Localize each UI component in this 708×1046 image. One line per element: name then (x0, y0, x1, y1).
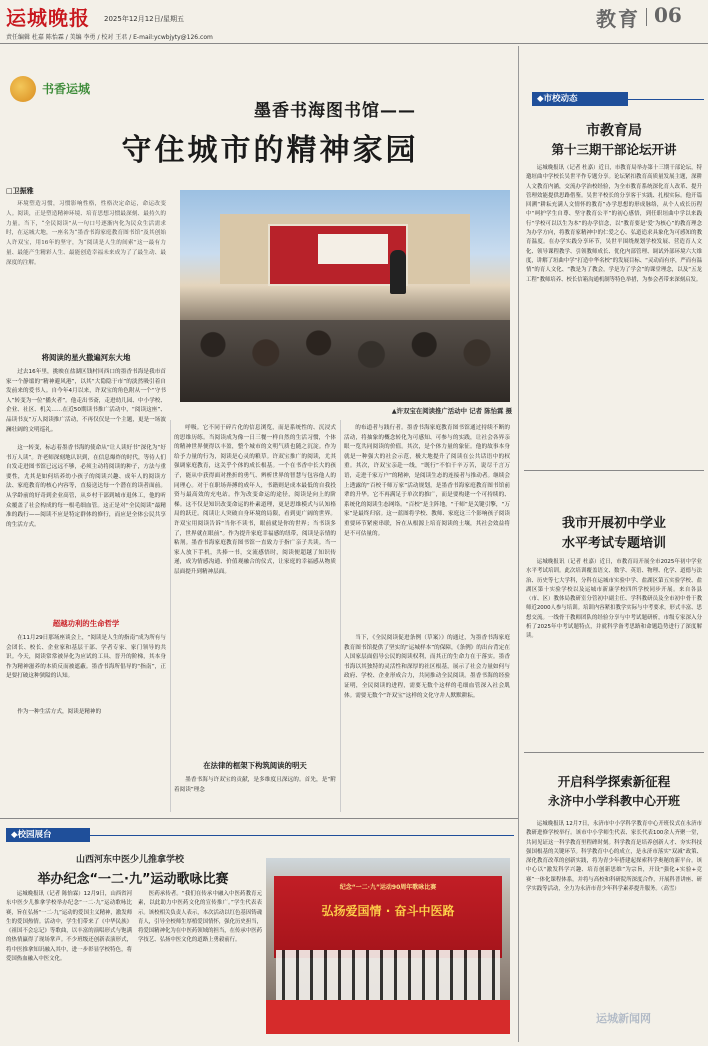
campus-kicker: 山西河东中医少儿推拿学校 (75, 855, 184, 865)
site-watermark: 运城新闻网 (596, 1012, 651, 1025)
audience-shape (180, 320, 510, 402)
campus-body-2: 医药承传者。“我们在传承中融入中医药教育元素，以此助力中医药文化的宣传推广。”学生代表表示。该校相关负责人表示，本次活动以红色基因铸魂育人，引导全校师生厚植爱国情怀，强化历史担当，将爱国精神化为在中医药领域的担当，在传承中医药学技艺、弘扬中医文化的道路上勇毅前行。 (138, 891, 262, 944)
news1-title-line2: 第十三期干部论坛开讲 (551, 142, 677, 157)
news3-title-line2: 永济中小学科教中心开班 (547, 794, 680, 808)
choir-performance-photo (266, 858, 510, 1034)
stage-floor-shape (266, 1000, 510, 1034)
section-name: 教育 (596, 7, 640, 31)
feature-col-divider-1 (170, 420, 171, 812)
news2-title-line1: 我市开展初中学业 (561, 516, 666, 531)
masthead (0, 0, 708, 44)
feature-kicker: 墨香书海图书馆—— (254, 101, 416, 121)
news-section-tag-rule (628, 99, 704, 100)
editor-line: 责任编辑 杜嘉 陈怡霖 / 美编 李勇 / 校对 王君 / E-mail:ycwbjyty@126.com (6, 34, 213, 41)
feature-byline: □卫振雅 (6, 187, 34, 195)
newspaper-logo: 运城晚报 (6, 6, 90, 30)
reading-event-photo-caption: ▲许双宝在阅读推广活动中 记者 陈怡霖 摄 (391, 407, 512, 415)
feature-col3-text: 的布道者与践行者。墨香书海家庭教育图书馆通过持续不断的活动，将抽象的概念转化为可感知、可参与的实践，让社会各界亲眼一览共同阅读的价值。其次，是个体力量的象征。他的故事本身就是一种强大的社会示范，极大地提升了阅读在公共话语中的权重。其次，许双宝亲赴一线，“既行”不怕千辛万苦，说尽千言万语，走进千家万户”的精神，是阅读生态的连接者与推动者。继续会上透露的“百校千师万家”活动规划，是墨香书海家庭教育图书馆前辈的升华。它不再满足于单次的推广，而是要构建一个可持续的、系统化的阅读生态网络。“百校”是主阵地，“千师”是关键引擎，“万家”是最终归宿。这一蓝图将学校、教师、家庭这三个影响孩子阅读重要环节紧密串联，旨在从根源上培育阅读的土壤，其社会效益将是不可估量的。 (344, 425, 510, 537)
news1-body: 运城晚报讯（记者 杜嘉）近日，市教育局举办第十三期干部论坛，特邀垣曲中学校长吴世平作专题分享。论坛紧扣教育高质量发展主题，深耕人文教育内涵，交流办学治校经验，为全市教育系统深化育人改革、提升管理效能提供思路借鉴。吴世平校长的分享客于实践、扎根实际。他开篇回溯“耕耘充满人文情怀的教育”办学思想的形成脉络，从个人成长历程中“呵护学生自尊、坚守教育公平”的初心感悟，到任职垣曲中学以来践行“学校可以以生为本”的办学信念，以“教育要是‘爱’为核心”的教育理念为办学方向，将教育家精神中的仁爱之心、弘道追求具象化为可感知的教育温度。在办学实践分享环节，吴世平围绕规划学校发展、营造育人文化、领导课程教学、引领教师成长、优化内部管理、调试外部环境六大维度，讲解了垣曲中学“打造中华名校”的发展目标、“灵动而有序，严而有温情”的育人文化、“教是为了教会，学是为了学会”的课堂理念，以及“五龙工程”教师培养、校长信箱沟通机制等特色举措，为参会者带来深刻启发。 (526, 165, 702, 283)
feature-col2-text: 呼吸。它不同于碎片化的信息浏览，而是系统性的、沉浸式的思维历练。当阅读成为像一日三餐一样自然的生活习惯，个体的精神世界便得以丰盈，整个城市的文明气质也随之沉淀。作为给予力量的行为，阅读是心灵的粮草。许双宝推广的阅读，尤其强调家庭教育，这关乎个体的成长根基。一个在书香中长大的孩子，能从中获得面对挫折的勇气、辨析世界的智慧与包容他人的同理心。对于在职场奔搏的成年人，书籍则是成本最低的自我投资与最高效的充电站。作为改变命运的途径，阅读是向上的阶梯。这不仅是知识改变命运的朴素道理，更是思维模式与认知格局的跃迁。阅读让人突破自身环境的局限，看到更广阔的世界。许双宝用阅读告诉“当你不读书，眼前就是你的世界；当书读多了，世界就在眼前”。作为提升家庭幸福感的纽带，阅读是亲情的粘剂。墨香书海家庭教育图书馆一直致力于指广亲子共读。当一家人放下手机，共捧一书，交流感悟时，阅读便超越了知识传递，成为情感沟通、价值观融合的仪式，让家庭的幸福感从物质层面提升到精神层面。 (174, 425, 336, 575)
feature-bottom-rule (0, 818, 518, 819)
campus-section-tag-rule (90, 835, 514, 836)
speaker-figure (390, 250, 406, 294)
news1-title-line1: 市教育局 (586, 123, 642, 139)
reading-event-photo (180, 190, 510, 402)
news3-title-line1: 开启科学探索新征程 (557, 774, 671, 789)
news2-rule (524, 752, 704, 753)
feature-col1-text-b: 这一转变，标志着墨香书海的使命从“让人读好书”深化为“好书万人读”。许老师深刻地认识到，在信息爆炸的时代，等待人们自发走进图书馆已远远不够，必须主动将阅读的种子，方法与重要性，尤其是如何培养幼小孩子的阅读兴趣、成年人的阅读方法、家庭教育的核心内容等，直接送达每一个潜在的读者面前。从学龄前的好奇到企业高管，从乡村干部到城市退休工，他的听众覆盖了社会构成的每一根毛细血管。这正是对“全民阅读”最精准的践行——阅读不应是特定群体的修行，而应是全体公民共享的生活方式。 (6, 445, 166, 528)
main-right-divider (518, 46, 519, 1042)
feature-col1-text-a: 过去16年里，挑映在盐湖区钱村回西口的墨香书海是我市首家一个静谧的“精神避风港”，以其“大隐隐于市”的淡然吸引着自发前来的爱书人。自今年4月以来，许双宝的角色附从一个“守书人”转变为一位“播火者”。他走出书斋，走进幼儿园、中小学校、企业、社区、机关……在近50期读书推广活动中，“阅读这座”、品读书友“万人阅读推广活动，不再仅仅是一个主题，更是一场波澜壮阔的文明巡礼。 (6, 369, 166, 433)
choir-rows-shape (276, 950, 500, 1000)
event-banner-panel (318, 234, 388, 264)
feature-subhead-2: 超越功利的生命哲学 (52, 619, 120, 628)
column-logo-text: 书香运城 (42, 82, 91, 96)
feature-col1-text-c: 在11月29日那场座谈会上，“阅读是人生的指南”成为所有与会团长、校长、企业家和基层干部、学者专家、家门领导的共识。今天，阅读常常被异化为应试的工具、晋升的阶梯，其本身作为精神滋养的本质反而被遮蔽。墨香书海所倡导的“指南”，正是要打破这种狭隘的认知。 (6, 635, 166, 680)
feature-col-divider-2 (340, 420, 341, 812)
feature-subhead-1: 将阅读的星火撒遍河东大地 (41, 353, 131, 362)
stage-banner-main: 弘扬爱国情 · 奋斗中医路 (321, 904, 455, 918)
feature-col2-text-b: 墨香书海与许双宝的贡献，是多维度且深远的。首先，是“附着阅读”理念 (174, 777, 336, 793)
news2-title-line2: 水平考试专题培训 (561, 536, 666, 551)
feature-subhead-3: 在法律的框架下构筑阅读的明天 (203, 761, 307, 770)
feature-col3-text-b: 当下，《全民阅读促进条例（草案）》的通过，为墨香书海家庭教育图书馆提供了坚实的“运城样本”的保障，《条例》的出台背定在人国家层面倡导公民的阅读权利，而其正的生命力在于落实。墨香书海以其独特的灵活性和深厚的社区根基，展示了社会力量如何与政府、学校、企业形成合力，共同推动全民阅读。墨香书海的经验证明，全民阅读的进程，需要无数个这样的毛细血管深入社会肌体。需要无数个“许双宝”这样的文化守井人默默耕耘。 (344, 635, 510, 699)
feature-col1-text-d: 作为一种生活方式，阅读是精神的 (17, 709, 102, 715)
campus-body-1: 运城晚报讯（记者 陈怡霖）12月9日，山西省河东中医少儿推拿学校举办纪念“一二·九”运动歌咏比赛，旨在弘扬“一二·九”运动的爱国主义精神，激发师生的爱国热情。活动中，学生们带来了《中华民族》《祖国不会忘记》等歌曲，以丰富的演唱形式与饱满的热情赢得了现场掌声。不少班级还创新表演形式，将中医推拿知识融入其中，进一步彰显学校特色，将爱国热血融入中医文化。 (6, 891, 132, 963)
campus-title: 举办纪念“一二·九”运动歌咏比赛 (37, 872, 229, 887)
feature-title: 守住城市的精神家园 (121, 133, 419, 168)
section-divider (646, 8, 647, 26)
issue-date: 2025年12月12日/星期五 (104, 15, 184, 23)
news2-body: 运城晚报讯（记者 杜嘉）近日，市教育局开展全市2025年初中学业水平考试培训。此次培训覆盖语文、数学、英语、物理、化学、道德与法治、历史等七大学科，分科在运城市实验中学、盐湖区第五实验学校、盐湖区第十实验学校以及运城市新康学校四所学校同步开展。来自各县（市、区）教体局教研室分管初中副主任、学科教研员及全市初中骨干教师近2000人参与培训。培训内容紧扣教学实际与中考要求，形式丰富、思想交流。一线骨干教师团队的经验分享与中考试题研析，市级专家深入分析了2025年中考试题特点，并就科学备考思路和命题趋势进行了深度解读。 (526, 559, 702, 640)
masthead-rule (0, 43, 708, 44)
column-logo (8, 70, 132, 110)
book-icon (10, 76, 36, 102)
campus-section-tag: ◆校园展台 (6, 828, 90, 842)
news-section-tag: ◆市校动态 (532, 92, 628, 106)
feature-lede: 环境塑造习惯，习惯影响性格，性格决定命运，命运改变人。阅读，正是塑造精神环境、培育思想习惯最深刻、最持久的力量。当下，“全民阅读”从一句口号逐渐内化为民众生活需求时，在运城大地，一座名为“墨香书海家庭教育图书馆”及其创始人许双宝，用16年的坚守，为“阅读是人生的间索”这一最有力量、最能产生精彩人生、最能创造幸福未来成为了了最生动、最深度的注解。 (6, 201, 166, 266)
news1-rule (524, 470, 704, 471)
page-number: 06 (654, 3, 682, 27)
stage-banner-top: 纪念“一二·九”运动90周年歌咏比赛 (339, 884, 437, 891)
news3-body: 运城晚报讯 12月7日，永济市中小学科学教育中心开班仪式在永济市教研进修学校举行。该市中小学师生代表、家长代表100余人齐聚一堂，共同见证这一科学教育里程碑时刻。科学教育是培养创新人才、夯实科技强国根基的关键环节。科学教育中心的成立，是永济市落实“双减”政策、深化教育改革的创新实践，将为青少年搭建起探索科学奥秘的新平台。该中心以“激发科学兴趣、培育创新思维”为宗旨，开设“强化+实验+竞赛”一体化课程体系，并将与高校和科研院所深度合作，开展科普讲座、研学实践等活动，全力为永济市青少年科学素养提升服务。（高雪） (526, 821, 702, 893)
